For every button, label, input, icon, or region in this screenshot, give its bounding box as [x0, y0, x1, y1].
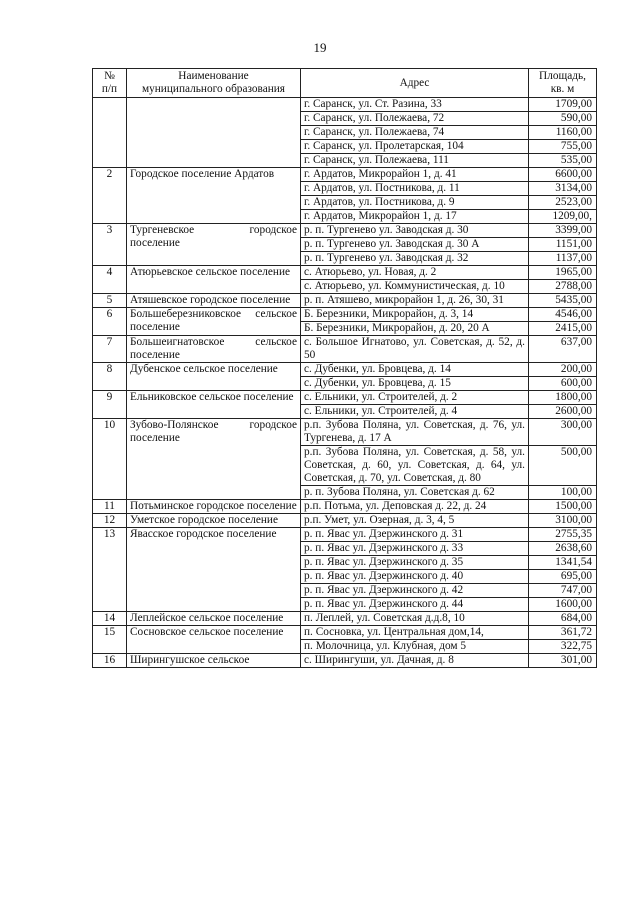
address-cell: с. Большое Игнатово, ул. Советская, д. 52, д. 50 — [301, 336, 529, 363]
area-cell: 2600,00 — [529, 405, 597, 419]
municipality-name: Атюрьевское сельское поселение — [127, 266, 301, 294]
area-cell: 4546,00 — [529, 308, 597, 322]
address-cell: с. Ельники, ул. Строителей, д. 4 — [301, 405, 529, 419]
address-cell: г. Саранск, ул. Полежаева, 72 — [301, 112, 529, 126]
table-row — [93, 626, 597, 640]
table-row — [93, 224, 597, 238]
municipality-name — [127, 98, 301, 168]
address-cell: г. Ардатов, Микрорайон 1, д. 17 — [301, 210, 529, 224]
area-cell: 500,00 — [529, 446, 597, 486]
area-cell: 1160,00 — [529, 126, 597, 140]
table-row — [93, 294, 597, 308]
address-cell: р. п. Тургенево ул. Заводская д. 30 А — [301, 238, 529, 252]
area-cell: 2415,00 — [529, 322, 597, 336]
row-number: 9 — [93, 391, 127, 419]
row-number: 6 — [93, 308, 127, 336]
address-cell: р. п. Явас ул. Дзержинского д. 44 — [301, 598, 529, 612]
address-cell: р. п. Тургенево ул. Заводская д. 32 — [301, 252, 529, 266]
row-number: 13 — [93, 528, 127, 612]
row-number: 3 — [93, 224, 127, 266]
address-cell: Б. Березники, Микрорайон, д. 3, 14 — [301, 308, 529, 322]
address-cell: п. Молочница, ул. Клубная, дом 5 — [301, 640, 529, 654]
area-cell: 3100,00 — [529, 514, 597, 528]
municipality-name: Сосновское сельское поселение — [127, 626, 301, 654]
address-cell: Б. Березники, Микрорайон, д. 20, 20 А — [301, 322, 529, 336]
area-cell: 1800,00 — [529, 391, 597, 405]
area-cell: 361,72 — [529, 626, 597, 640]
municipality-name: Городское поселение Ардатов — [127, 168, 301, 224]
table-body — [93, 98, 597, 668]
municipality-name: Тургеневское городское поселение — [127, 224, 301, 266]
area-cell: 1500,00 — [529, 500, 597, 514]
address-cell: с. Атюрьево, ул. Коммунистическая, д. 10 — [301, 280, 529, 294]
address-cell: с. Ширингуши, ул. Дачная, д. 8 — [301, 654, 529, 668]
row-number: 14 — [93, 612, 127, 626]
area-cell: 1341,54 — [529, 556, 597, 570]
address-cell: р.п. Умет, ул. Озерная, д. 3, 4, 5 — [301, 514, 529, 528]
area-cell: 200,00 — [529, 363, 597, 377]
header-num: № п/п — [93, 69, 127, 98]
row-number: 11 — [93, 500, 127, 514]
area-cell: 2638,60 — [529, 542, 597, 556]
address-cell: с. Дубенки, ул. Бровцева, д. 15 — [301, 377, 529, 391]
table-row — [93, 391, 597, 405]
area-cell: 535,00 — [529, 154, 597, 168]
area-cell: 590,00 — [529, 112, 597, 126]
area-cell: 637,00 — [529, 336, 597, 363]
address-cell: р. п. Явас ул. Дзержинского д. 35 — [301, 556, 529, 570]
area-cell: 3399,00 — [529, 224, 597, 238]
row-number: 5 — [93, 294, 127, 308]
area-cell: 3134,00 — [529, 182, 597, 196]
area-cell: 300,00 — [529, 419, 597, 446]
row-number: 15 — [93, 626, 127, 654]
address-cell: р. п. Явас ул. Дзержинского д. 40 — [301, 570, 529, 584]
address-cell: р.п. Потьма, ул. Деповская д. 22, д. 24 — [301, 500, 529, 514]
area-cell: 1209,00, — [529, 210, 597, 224]
address-cell: р.п. Зубова Поляна, ул. Советская, д. 76, ул. Тургенева, д. 17 А — [301, 419, 529, 446]
table-row — [93, 266, 597, 280]
municipality-name: Большеигнатовское сельское поселение — [127, 336, 301, 363]
area-cell: 322,75 — [529, 640, 597, 654]
address-cell: г. Саранск, ул. Пролетарская, 104 — [301, 140, 529, 154]
table-row — [93, 654, 597, 668]
table-row — [93, 308, 597, 322]
table-row — [93, 98, 597, 112]
address-cell: р.п. Зубова Поляна, ул. Советская, д. 58, ул. Советская, д. 60, ул. Советская, д. 64, ул. Советская, д. 70, ул. Советская, д. 80 — [301, 446, 529, 486]
address-cell: с. Атюрьево, ул. Новая, д. 2 — [301, 266, 529, 280]
row-number: 7 — [93, 336, 127, 363]
premises-table — [92, 68, 597, 668]
row-number: 2 — [93, 168, 127, 224]
address-cell: г. Саранск, ул. Ст. Разина, 33 — [301, 98, 529, 112]
municipality-name: Атяшевское городское поселение — [127, 294, 301, 308]
address-cell: п. Сосновка, ул. Центральная дом,14, — [301, 626, 529, 640]
municipality-name: Зубово-Полянское городское поселение — [127, 419, 301, 500]
municipality-name: Уметское городское поселение — [127, 514, 301, 528]
address-cell: р. п. Зубова Поляна, ул. Советская д. 62 — [301, 486, 529, 500]
area-cell: 301,00 — [529, 654, 597, 668]
address-cell: р. п. Тургенево ул. Заводская д. 30 — [301, 224, 529, 238]
address-cell: г. Саранск, ул. Полежаева, 74 — [301, 126, 529, 140]
table-row — [93, 528, 597, 542]
header-address: Адрес — [301, 69, 529, 98]
area-cell: 6600,00 — [529, 168, 597, 182]
area-cell: 100,00 — [529, 486, 597, 500]
address-cell: р. п. Явас ул. Дзержинского д. 31 — [301, 528, 529, 542]
address-cell: р. п. Явас ул. Дзержинского д. 33 — [301, 542, 529, 556]
municipality-name: Ельниковское сельское поселение — [127, 391, 301, 419]
header-municipality: Наименование муниципального образования — [127, 69, 301, 98]
row-number: 12 — [93, 514, 127, 528]
area-cell: 695,00 — [529, 570, 597, 584]
area-cell: 755,00 — [529, 140, 597, 154]
address-cell: с. Дубенки, ул. Бровцева, д. 14 — [301, 363, 529, 377]
area-cell: 2788,00 — [529, 280, 597, 294]
row-number — [93, 98, 127, 168]
address-cell: с. Ельники, ул. Строителей, д. 2 — [301, 391, 529, 405]
area-cell: 2523,00 — [529, 196, 597, 210]
row-number: 8 — [93, 363, 127, 391]
address-cell: п. Леплей, ул. Советская д.д.8, 10 — [301, 612, 529, 626]
page-number: 19 — [313, 40, 327, 55]
row-number: 4 — [93, 266, 127, 294]
table-header-row — [93, 69, 597, 98]
header-area: Площадь, кв. м — [529, 69, 597, 98]
row-number: 16 — [93, 654, 127, 668]
table-row — [93, 336, 597, 363]
table-row — [93, 514, 597, 528]
table-row — [93, 419, 597, 446]
municipality-name: Потьминское городское поселение — [127, 500, 301, 514]
area-cell: 1600,00 — [529, 598, 597, 612]
address-cell: р. п. Явас ул. Дзержинского д. 42 — [301, 584, 529, 598]
municipality-name: Большеберезниковское сельское поселение — [127, 308, 301, 336]
address-cell: р. п. Атяшево, микрорайон 1, д. 26, 30, 31 — [301, 294, 529, 308]
area-cell: 5435,00 — [529, 294, 597, 308]
table-row — [93, 363, 597, 377]
address-cell: г. Ардатов, Микрорайон 1, д. 41 — [301, 168, 529, 182]
address-cell: г. Саранск, ул. Полежаева, 111 — [301, 154, 529, 168]
area-cell: 1709,00 — [529, 98, 597, 112]
area-cell: 2755,35 — [529, 528, 597, 542]
area-cell: 600,00 — [529, 377, 597, 391]
area-cell: 1151,00 — [529, 238, 597, 252]
municipality-name: Явасское городское поселение — [127, 528, 301, 612]
table-row — [93, 168, 597, 182]
area-cell: 684,00 — [529, 612, 597, 626]
area-cell: 747,00 — [529, 584, 597, 598]
area-cell: 1137,00 — [529, 252, 597, 266]
table-row — [93, 612, 597, 626]
municipality-name: Ширингушское сельское — [127, 654, 301, 668]
municipality-name: Дубенское сельское поселение — [127, 363, 301, 391]
row-number: 10 — [93, 419, 127, 500]
area-cell: 1965,00 — [529, 266, 597, 280]
address-cell: г. Ардатов, ул. Постникова, д. 9 — [301, 196, 529, 210]
municipality-name: Леплейское сельское поселение — [127, 612, 301, 626]
address-cell: г. Ардатов, ул. Постникова, д. 11 — [301, 182, 529, 196]
table-row — [93, 500, 597, 514]
